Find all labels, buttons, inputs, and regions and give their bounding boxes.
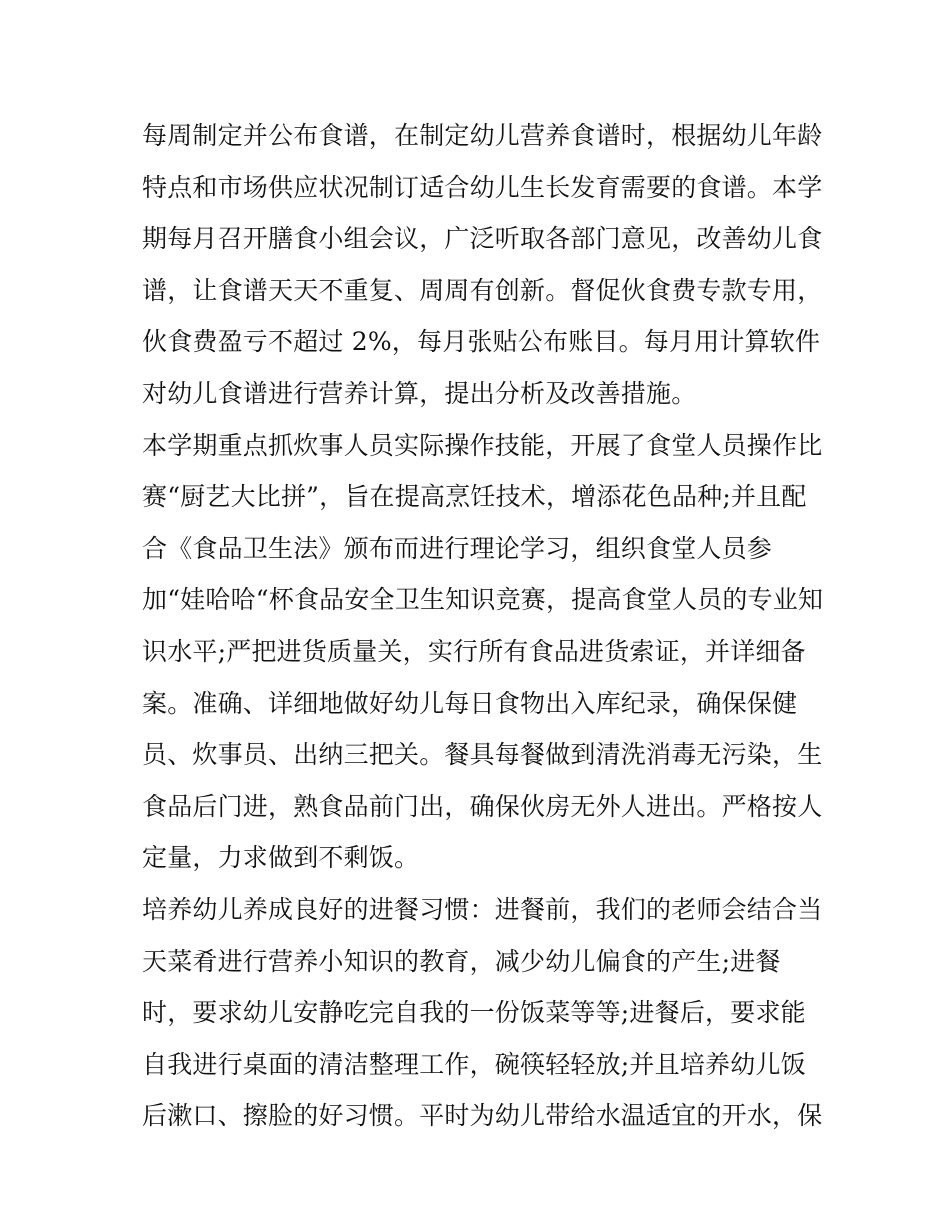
text-line: 合《食品卫生法》颁布而进行理论学习，组织食堂人员参 <box>142 533 773 563</box>
paragraph-eating-habits <box>142 884 822 1142</box>
text-line: 期每月召开膳食小组会议，广泛听取各部门意见，改善幼儿食 <box>142 224 823 254</box>
text-line: 对幼儿食谱进行营养计算，提出分析及改善措施。 <box>142 378 697 408</box>
text-line: 伙食费盈亏不超过 2%，每月张贴公布账目。每月用计算软件 <box>142 327 821 357</box>
text-line: 员、炊事员、出纳三把关。餐具每餐做到清洗消毒无污染，生 <box>142 740 823 770</box>
text-line: 识水平;严把进货质量关，实行所有食品进货索证，并详细备 <box>142 636 806 666</box>
text-line: 每周制定并公布食谱，在制定幼儿营养食谱时，根据幼儿年龄 <box>142 121 823 150</box>
text-line: 天菜肴进行营养小知识的教育，减少幼儿偏食的产生;进餐 <box>142 946 781 976</box>
text-line: 本学期重点抓炊事人员实际操作技能，开展了食堂人员操作比 <box>142 430 823 460</box>
text-line: 食品后门进，熟食品前门出，确保伙房无外人进出。严格按人 <box>142 791 823 821</box>
text-line: 赛“厨艺大比拼”，旨在提高烹饪技术，增添花色品种;并且配 <box>142 482 807 512</box>
text-line: 后漱口、擦脸的好习惯。平时为幼儿带给水温适宜的开水，保 <box>142 1101 823 1131</box>
text-line: 特点和市场供应状况制订适合幼儿生长发育需要的食谱。本学 <box>142 172 823 202</box>
body-text <box>142 110 822 1142</box>
text-line: 谱，让食谱天天不重复、周周有创新。督促伙食费专款专用， <box>142 275 823 305</box>
text-line: 时，要求幼儿安静吃完自我的一份饭菜等等;进餐后，要求能 <box>142 998 806 1028</box>
paragraph-kitchen-staff <box>142 420 822 884</box>
text-line: 培养幼儿养成良好的进餐习惯：进餐前，我们的老师会结合当 <box>142 894 823 924</box>
text-line: 定量，力求做到不剩饭。 <box>142 843 420 873</box>
text-line: 案。准确、详细地做好幼儿每日食物出入库纪录，确保保健 <box>142 688 798 718</box>
text-line: 自我进行桌面的清洁整理工作，碗筷轻轻放;并且培养幼儿饭 <box>142 1049 806 1079</box>
paragraph-menu-planning <box>142 110 822 420</box>
text-line: 加“娃哈哈“杯食品安全卫生知识竞赛，提高食堂人员的专业知 <box>142 585 824 615</box>
